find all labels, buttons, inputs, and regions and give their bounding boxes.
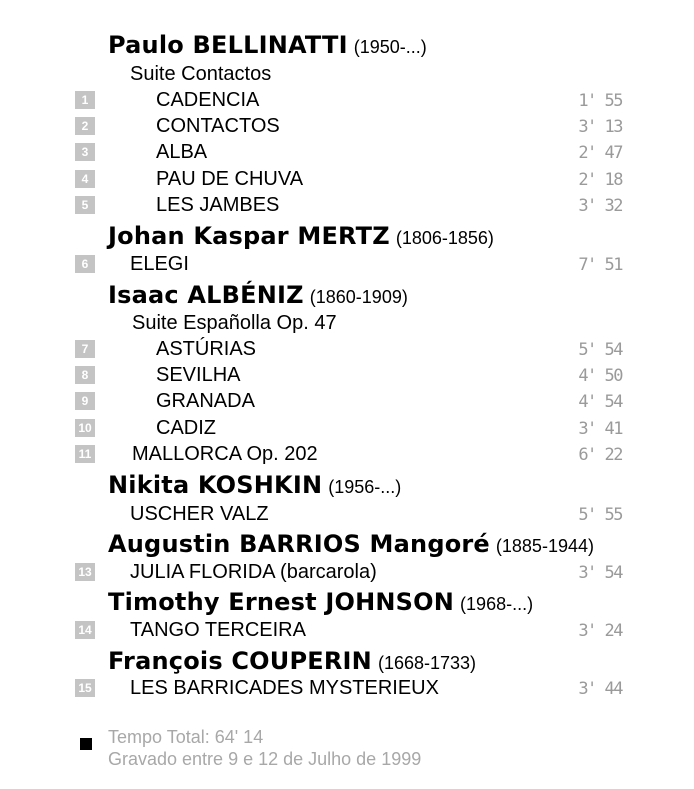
composer-name: Augustin BARRIOS Mangoré xyxy=(108,530,490,558)
bullet-square-icon xyxy=(80,738,92,750)
track-number: 14 xyxy=(75,621,95,639)
composer-years: (1950-...) xyxy=(353,37,427,57)
track-number: 3 xyxy=(75,143,95,161)
composer-years: (1860-1909) xyxy=(309,287,408,307)
track-number: 7 xyxy=(75,340,95,358)
track-title: MALLORCA Op. 202 xyxy=(132,443,318,465)
composer-heading xyxy=(108,471,401,499)
composer-heading xyxy=(108,31,427,59)
track-number: 6 xyxy=(75,255,95,273)
track-title: USCHER VALZ xyxy=(130,503,269,525)
track-title: ASTÚRIAS xyxy=(156,338,257,360)
composer-name: Isaac ALBÉNIZ xyxy=(108,281,304,309)
track-duration: 4' 54 xyxy=(578,392,622,412)
composer-years: (1668-1733) xyxy=(377,653,477,673)
composer-years: (1968-...) xyxy=(460,594,534,614)
composer-heading xyxy=(108,281,408,309)
track-duration: 5' 55 xyxy=(578,505,622,525)
composer-heading xyxy=(108,647,476,675)
track-duration: 2' 47 xyxy=(578,143,622,163)
track-title: PAU DE CHUVA xyxy=(156,168,304,190)
track-duration: 7' 51 xyxy=(578,255,622,275)
track-number: 2 xyxy=(75,117,95,135)
composer-name: Timothy Ernest JOHNSON xyxy=(108,588,455,616)
track-duration: 3' 32 xyxy=(578,196,622,216)
track-title: SEVILHA xyxy=(156,364,241,386)
track-title: LES BARRICADES MYSTERIEUX xyxy=(130,677,439,699)
suite-title: Suite Españolla Op. 47 xyxy=(132,312,337,334)
composer-heading xyxy=(108,588,533,616)
track-duration: 3' 44 xyxy=(578,679,622,699)
composer-name: Paulo BELLINATTI xyxy=(108,31,348,59)
track-duration: 4' 50 xyxy=(578,366,622,386)
composer-heading xyxy=(108,530,594,558)
composer-years: (1956-...) xyxy=(328,477,402,497)
track-number: 8 xyxy=(75,366,95,384)
total-time: Tempo Total: 64' 14 xyxy=(108,727,264,747)
track-number: 1 xyxy=(75,91,95,109)
track-duration: 3' 54 xyxy=(578,563,622,583)
track-number: 13 xyxy=(75,563,95,581)
track-duration: 5' 54 xyxy=(578,340,622,360)
track-number: 4 xyxy=(75,170,95,188)
composer-name: Johan Kaspar MERTZ xyxy=(108,222,390,250)
track-title: JULIA FLORIDA (barcarola) xyxy=(130,561,377,583)
track-title: ALBA xyxy=(156,141,208,163)
composer-years: (1806-1856) xyxy=(395,228,494,248)
track-title: TANGO TERCEIRA xyxy=(130,619,306,641)
suite-title: Suite Contactos xyxy=(130,63,272,85)
track-title: ELEGI xyxy=(130,253,189,275)
track-number: 5 xyxy=(75,196,95,214)
track-title: LES JAMBES xyxy=(156,194,280,216)
track-duration: 2' 18 xyxy=(578,170,622,190)
track-duration: 3' 41 xyxy=(578,419,622,439)
composer-heading xyxy=(108,222,494,250)
track-number: 10 xyxy=(75,419,95,437)
track-duration: 6' 22 xyxy=(578,445,622,465)
composer-years: (1885-1944) xyxy=(495,536,594,556)
composer-name: François COUPERIN xyxy=(108,647,372,675)
recording-date: Gravado entre 9 e 12 de Julho de 1999 xyxy=(108,749,422,769)
track-number: 15 xyxy=(75,679,95,697)
track-duration: 3' 24 xyxy=(578,621,622,641)
track-title: CONTACTOS xyxy=(156,115,280,137)
track-title: GRANADA xyxy=(156,390,255,412)
track-duration: 3' 13 xyxy=(578,117,622,137)
track-number: 11 xyxy=(75,445,95,463)
track-duration: 1' 55 xyxy=(578,91,622,111)
track-title: CADENCIA xyxy=(156,89,260,111)
composer-name: Nikita KOSHKIN xyxy=(108,471,323,499)
track-number: 9 xyxy=(75,392,95,410)
track-title: CADIZ xyxy=(156,417,216,439)
